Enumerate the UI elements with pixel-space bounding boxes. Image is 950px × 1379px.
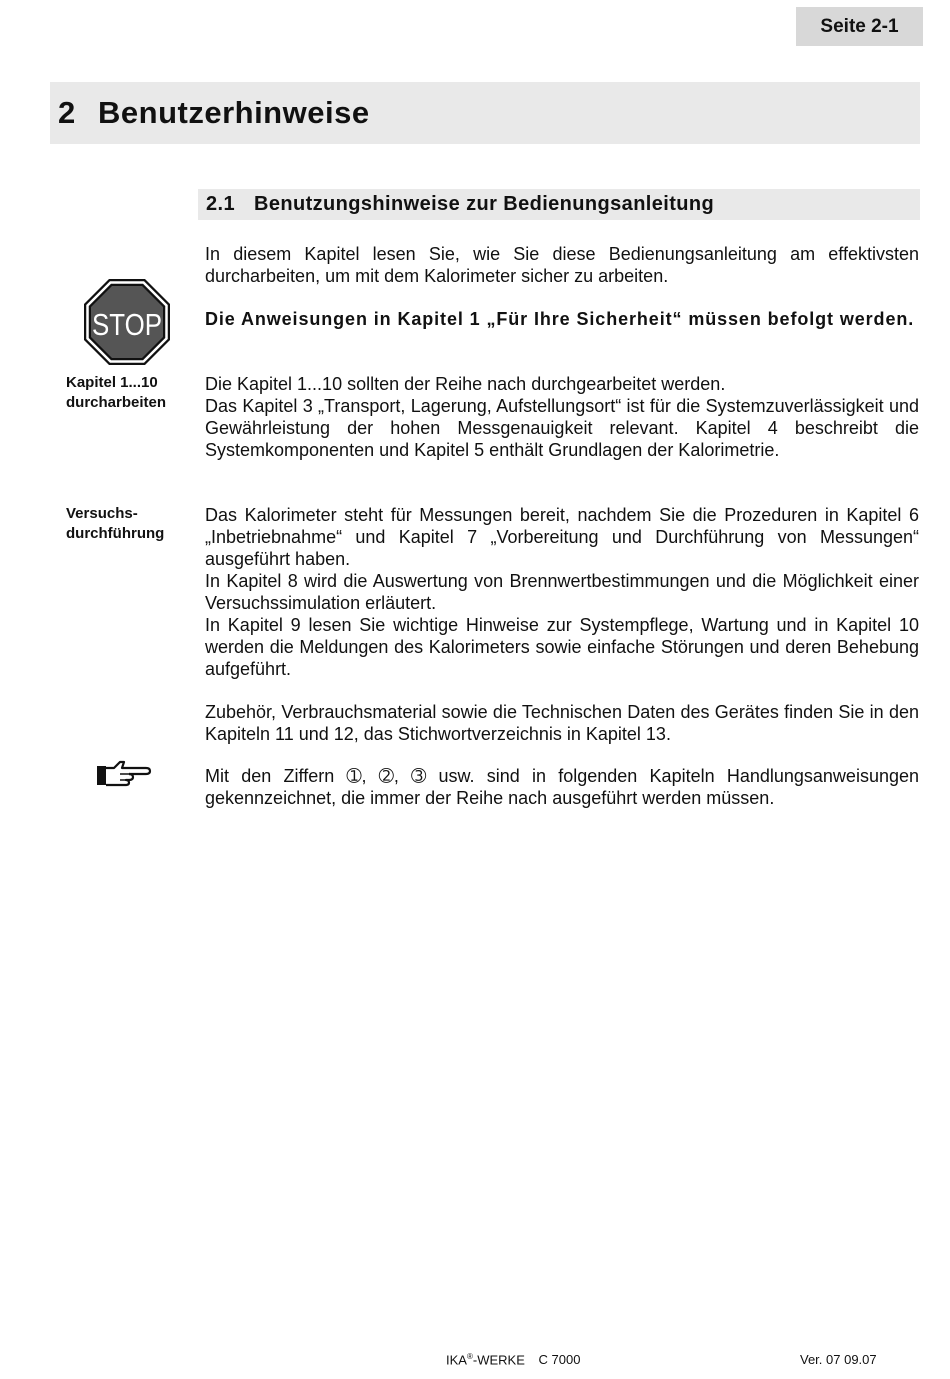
procedure-paragraph-3: In Kapitel 9 lesen Sie wichtige Hinweise zur Systempflege, Wartung und in Kapitel 10 werden die Meldungen des Kalorimeters sowie einfache Störungen und deren Behebung aufgeführt. [205, 615, 919, 679]
sidebar-label-line: Kapitel 1...10 [66, 374, 158, 391]
chapter-number: 2 [58, 95, 76, 130]
footer-brand-suffix: -WERKE [472, 1352, 525, 1368]
section-heading [198, 189, 920, 220]
section-number: 2.1 [206, 193, 236, 215]
intro-paragraph: In diesem Kapitel lesen Sie, wie Sie diese Bedienungsanleitung am effektivsten durcharbeiten, um mit dem Kalorimeter sicher zu arbeiten. [205, 244, 919, 286]
registered-mark: ® [466, 1352, 473, 1361]
page-number-label: Seite 2-1 [820, 15, 899, 37]
sidebar-label-chapters [66, 373, 196, 413]
stop-sign-text: STOP [92, 307, 162, 342]
stop-sign-icon [83, 278, 171, 366]
chapters-detail-paragraph: Das Kapitel 3 „Transport, Lagerung, Aufstellungsort“ ist für die Systemzuverlässigkeit und Gewährleistung der hohen Messgenauigkeit relevant. Kapitel 4 beschreibt die Systemkomponenten und Kapitel 5 enthält Grundlagen der Kalorimetrie. [205, 396, 919, 460]
sidebar-label-line: Versuchs- [66, 505, 138, 522]
pointing-hand-icon [96, 758, 152, 788]
numbering-paragraph: Mit den Ziffern ➀, ➁, ➂ usw. sind in folgenden Kapiteln Handlungsanweisungen gekennzeichnet, die immer der Reihe nach ausgeführt werden müssen. [205, 766, 919, 808]
procedure-paragraph-2: In Kapitel 8 wird die Auswertung von Brennwertbestimmungen und die Möglichkeit einer Versuchssimulation erläutert. [205, 571, 919, 613]
sidebar-label-line: durcharbeiten [66, 394, 167, 411]
footer-model: C 7000 [538, 1352, 581, 1368]
procedure-paragraph-1: Das Kalorimeter steht für Messungen bereit, nachdem Sie die Prozeduren in Kapitel 6 „Inbetriebnahme“ und Kapitel 7 „Vorbereitung und Durchführung von Messungen“ ausgeführt haben. [205, 505, 919, 569]
chapters-order-paragraph: Die Kapitel 1...10 sollten der Reihe nach durchgearbeitet werden. [205, 374, 726, 394]
chapter-heading [50, 82, 920, 144]
sidebar-label-procedure [66, 504, 196, 544]
accessories-paragraph: Zubehör, Verbrauchsmaterial sowie die Technischen Daten des Gerätes finden Sie in den Kapiteln 11 und 12, das Stichwortverzeichnis in Kapitel 13. [205, 702, 919, 744]
footer-brand [446, 1352, 580, 1367]
footer-brand-name: IKA [446, 1352, 467, 1368]
footer-version: Ver. 07 09.07 [800, 1352, 877, 1367]
chapter-title: Benutzerhinweise [98, 95, 370, 130]
section-title: Benutzungshinweise zur Bedienungsanleitung [254, 193, 715, 215]
sidebar-label-line: durchführung [66, 525, 165, 542]
page-number-tag [796, 7, 923, 46]
safety-notice: Die Anweisungen in Kapitel 1 „Für Ihre Sicherheit“ müssen befolgt werden. [205, 309, 915, 329]
